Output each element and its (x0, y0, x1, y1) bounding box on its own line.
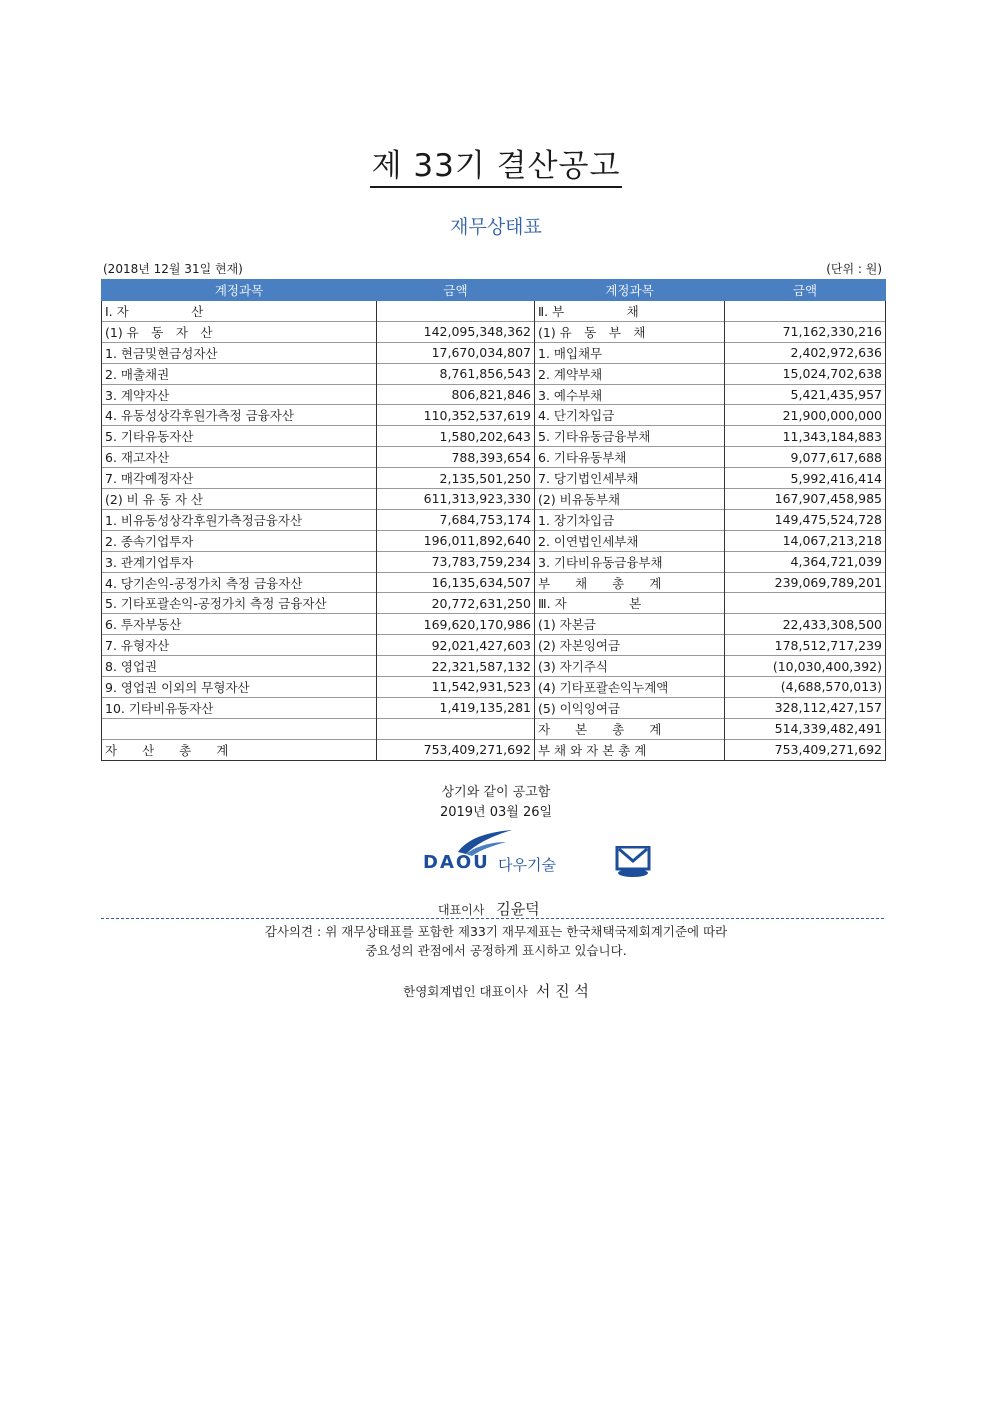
table-row (102, 321, 886, 342)
table-row (102, 342, 886, 363)
dashed-divider (101, 918, 884, 919)
account-cell: Ⅰ. 자 산 (102, 301, 377, 322)
table-row (102, 677, 886, 698)
account-cell: 8. 영업권 (102, 656, 377, 677)
amount-cell (377, 718, 535, 739)
ceo-signature (438, 898, 540, 919)
account-cell: 1. 현금및현금성자산 (102, 342, 377, 363)
account-cell: (1) 유 동 부 채 (535, 321, 725, 342)
account-cell: 6. 투자부동산 (102, 614, 377, 635)
amount-cell: 9,077,617,688 (725, 447, 886, 468)
notice-text: 상기와 같이 공고함 (441, 785, 551, 800)
audit-opinion-line-1: 감사의견 : 위 재무상태표를 포함한 제33기 재무제표는 한국채택국제회계기준에 따라 (264, 924, 728, 939)
table-row (102, 739, 886, 760)
amount-cell: 167,907,458,985 (725, 489, 886, 510)
account-cell: (2) 자본잉여금 (535, 635, 725, 656)
amount-cell: 5,992,416,414 (725, 468, 886, 489)
ceo-label: 대표이사 (438, 903, 485, 917)
account-cell: 2. 계약부채 (535, 363, 725, 384)
account-cell: 2. 이연법인세부채 (535, 530, 725, 551)
amount-cell: 169,620,170,986 (377, 614, 535, 635)
amount-cell: 92,021,427,603 (377, 635, 535, 656)
auditor-name: 서 진 석 (535, 982, 589, 1000)
unit-label: (단위 : 원) (826, 262, 882, 276)
account-cell: Ⅱ. 부 채 (535, 301, 725, 322)
account-cell: (3) 자기주식 (535, 656, 725, 677)
table-row (102, 530, 886, 551)
column-header: 계정과목 (535, 280, 725, 301)
audit-opinion-line-2: 중요성의 관점에서 공정하게 표시하고 있습니다. (365, 943, 627, 958)
amount-cell: 73,783,759,234 (377, 551, 535, 572)
table-row (102, 656, 886, 677)
table-row (102, 614, 886, 635)
table-row (102, 384, 886, 405)
account-cell: 4. 단기차입금 (535, 405, 725, 426)
account-cell: Ⅲ. 자 본 (535, 593, 725, 614)
page-title-text: 제 33기 결산공고 (370, 148, 623, 188)
account-cell: 7. 당기법인세부채 (535, 468, 725, 489)
table-row (102, 509, 886, 530)
account-cell: 2. 매출채권 (102, 363, 377, 384)
table-row (102, 718, 886, 739)
amount-cell: 22,433,308,500 (725, 614, 886, 635)
amount-cell: 196,011,892,640 (377, 530, 535, 551)
amount-cell: 14,067,213,218 (725, 530, 886, 551)
table-row (102, 551, 886, 572)
account-cell: 부 채 총 계 (535, 572, 725, 593)
amount-cell: 5,421,435,957 (725, 384, 886, 405)
amount-cell (725, 301, 886, 322)
account-cell: 1. 매입채무 (535, 342, 725, 363)
amount-cell: 8,761,856,543 (377, 363, 535, 384)
amount-cell: 17,670,034,807 (377, 342, 535, 363)
notice-date: 2019년 03월 26일 (439, 805, 553, 820)
table-row (102, 426, 886, 447)
amount-cell: 1,419,135,281 (377, 697, 535, 718)
table-row (102, 572, 886, 593)
amount-cell: 2,402,972,636 (725, 342, 886, 363)
table-row (102, 489, 886, 510)
statement-subtitle: 재무상태표 (450, 216, 542, 238)
company-seal-icon (614, 846, 652, 878)
amount-cell: 514,339,482,491 (725, 718, 886, 739)
amount-cell: 611,313,923,330 (377, 489, 535, 510)
amount-cell: 142,095,348,362 (377, 321, 535, 342)
amount-cell: (4,688,570,013) (725, 677, 886, 698)
amount-cell: 753,409,271,692 (377, 739, 535, 760)
account-cell: (1) 유 동 자 산 (102, 321, 377, 342)
amount-cell: 328,112,427,157 (725, 697, 886, 718)
table-row (102, 405, 886, 426)
column-header: 금액 (725, 280, 886, 301)
account-cell: 3. 예수부채 (535, 384, 725, 405)
amount-cell: 1,580,202,643 (377, 426, 535, 447)
account-cell: 6. 기타유동부채 (535, 447, 725, 468)
auditor-label: 한영회계법인 대표이사 (403, 984, 528, 999)
company-name: 다우기술 (498, 856, 556, 874)
amount-cell: 11,343,184,883 (725, 426, 886, 447)
balance-sheet-table (101, 279, 886, 761)
amount-cell: 15,024,702,638 (725, 363, 886, 384)
account-cell: 6. 재고자산 (102, 447, 377, 468)
amount-cell: 11,542,931,523 (377, 677, 535, 698)
amount-cell: 71,162,330,216 (725, 321, 886, 342)
report-date: (2018년 12월 31일 현재) (103, 262, 243, 276)
amount-cell: 16,135,634,507 (377, 572, 535, 593)
account-cell: (4) 기타포괄손익누계액 (535, 677, 725, 698)
account-cell: 3. 계약자산 (102, 384, 377, 405)
table-row (102, 468, 886, 489)
account-cell: 부 채 와 자 본 총 계 (535, 739, 725, 760)
table-row (102, 635, 886, 656)
amount-cell: (10,030,400,392) (725, 656, 886, 677)
account-cell: (2) 비유동부채 (535, 489, 725, 510)
account-cell: 1. 장기차입금 (535, 509, 725, 530)
account-cell: 4. 당기손익-공정가치 측정 금융자산 (102, 572, 377, 593)
company-logo-word: DAOU (423, 852, 490, 873)
amount-cell: 20,772,631,250 (377, 593, 535, 614)
table-row (102, 363, 886, 384)
table-row (102, 697, 886, 718)
account-cell: 5. 기타유동금융부채 (535, 426, 725, 447)
amount-cell: 806,821,846 (377, 384, 535, 405)
account-cell: 자 본 총 계 (535, 718, 725, 739)
account-cell (102, 718, 377, 739)
account-cell: 3. 기타비유동금융부채 (535, 551, 725, 572)
amount-cell (725, 593, 886, 614)
account-cell: (2) 비 유 동 자 산 (102, 489, 377, 510)
account-cell: 9. 영업권 이외의 무형자산 (102, 677, 377, 698)
page-title (0, 140, 992, 185)
amount-cell: 7,684,753,174 (377, 509, 535, 530)
account-cell: 3. 관계기업투자 (102, 551, 377, 572)
account-cell: (1) 자본금 (535, 614, 725, 635)
table-body (102, 301, 886, 761)
auditor-signature (0, 980, 992, 1001)
account-cell: 7. 매각예정자산 (102, 468, 377, 489)
account-cell: 5. 기타유동자산 (102, 426, 377, 447)
table-row (102, 447, 886, 468)
amount-cell (377, 301, 535, 322)
amount-cell: 21,900,000,000 (725, 405, 886, 426)
amount-cell: 178,512,717,239 (725, 635, 886, 656)
account-cell: 10. 기타비유동자산 (102, 697, 377, 718)
column-header: 금액 (377, 280, 535, 301)
table-row (102, 301, 886, 322)
account-cell: 자 산 총 계 (102, 739, 377, 760)
amount-cell: 110,352,537,619 (377, 405, 535, 426)
amount-cell: 239,069,789,201 (725, 572, 886, 593)
amount-cell: 22,321,587,132 (377, 656, 535, 677)
account-cell: 7. 유형자산 (102, 635, 377, 656)
ceo-name: 김윤덕 (496, 900, 540, 918)
table-header-row (102, 280, 886, 301)
account-cell: (5) 이익잉여금 (535, 697, 725, 718)
amount-cell: 788,393,654 (377, 447, 535, 468)
column-header: 계정과목 (102, 280, 377, 301)
table-row (102, 593, 886, 614)
amount-cell: 753,409,271,692 (725, 739, 886, 760)
account-cell: 5. 기타포괄손익-공정가치 측정 금융자산 (102, 593, 377, 614)
amount-cell: 4,364,721,039 (725, 551, 886, 572)
account-cell: 2. 종속기업투자 (102, 530, 377, 551)
account-cell: 4. 유동성상각후원가측정 금융자산 (102, 405, 377, 426)
amount-cell: 2,135,501,250 (377, 468, 535, 489)
amount-cell: 149,475,524,728 (725, 509, 886, 530)
account-cell: 1. 비유동성상각후원가측정금융자산 (102, 509, 377, 530)
